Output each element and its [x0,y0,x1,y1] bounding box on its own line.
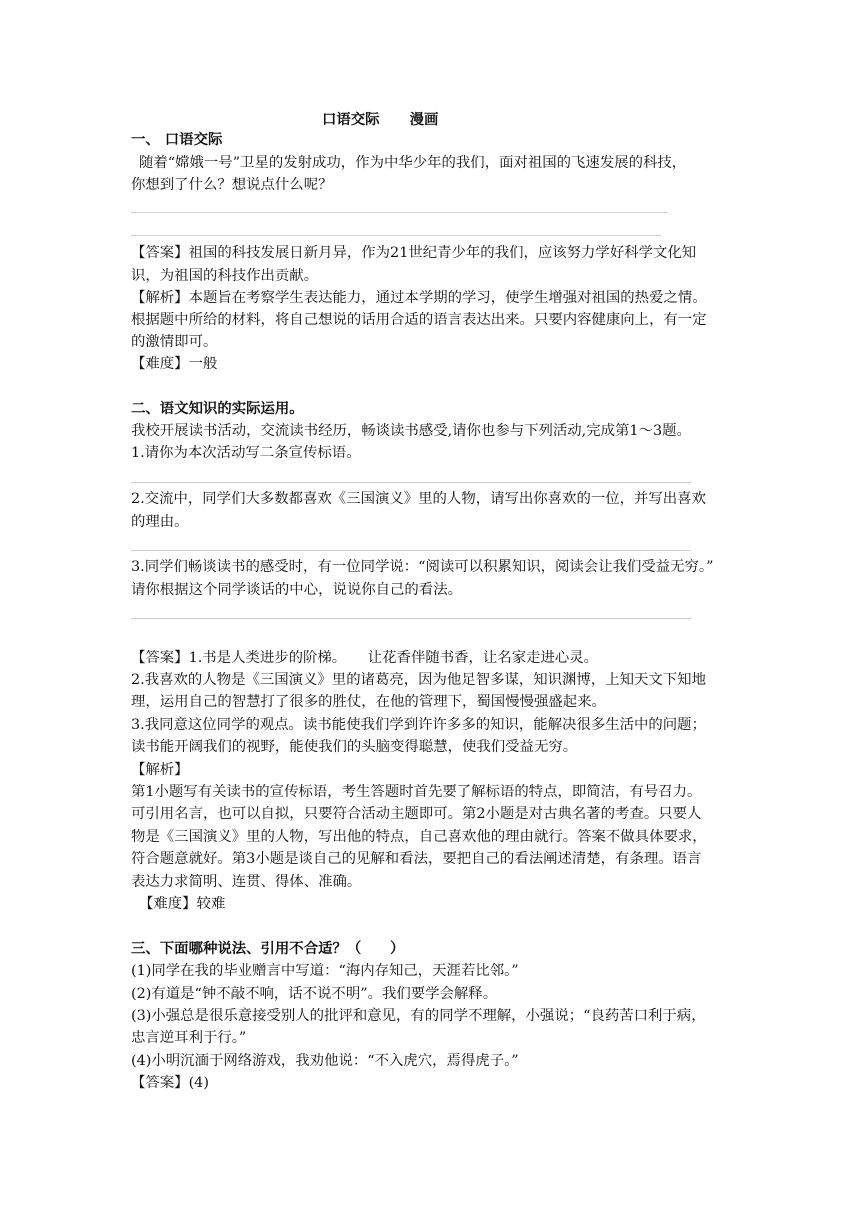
s2-explanation-line-1: 第1小题写有关读书的宣传标语，考生答题时首先要了解标语的特点，即简洁，有号召力。 [131,784,702,800]
answer-line [131,235,661,236]
s2-question-2-line-1: 2.交流中，同学们大多数都喜欢《三国演义》里的人物，请写出你喜欢的一位，并写出喜欢 [131,491,706,507]
s2-explanation-label: 【解析】 [131,762,189,778]
s1-explanation-line-1: 【解析】本题旨在考察学生表达能力，通过本学期的学习，使学生增强对祖国的热爱之情。 [131,290,707,306]
s2-intro: 我校开展读书活动，交流读书经历，畅谈读书感受,请你也参与下列活动,完成第1～3题。 [131,423,691,439]
section-3-heading: 三、下面哪种说法、引用不合适？（ ） [131,941,405,957]
title-part-1: 口语交际 [322,112,380,128]
answer-line [131,550,691,551]
s2-answer-line-4: 3.我同意这位同学的观点。读书能使我们学到许许多多的知识，能解决很多生活中的问题； [131,717,706,733]
s3-option-3-line-1: (3)小强总是很乐意接受别人的批评和意见，有的同学不理解，小强说；“良药苦口利于病， [131,1008,706,1024]
s1-explanation-line-2: 根据题中所给的材料，将自己想说的话用合适的语言表达出来。只要内容健康向上，有一定 [131,312,707,328]
s1-difficulty: 【难度】一般 [131,356,218,372]
s3-option-3-line-2: 忠言逆耳利于行。” [131,1030,247,1046]
s2-answer-line-1: 【答案】1.书是人类进步的阶梯。 让花香伴随书香，让名家走进心灵。 [131,650,599,666]
section-1-heading: 一、 口语交际 [131,132,223,148]
answer-line [131,482,691,483]
s2-question-3-line-2: 请你根据这个同学谈话的中心，说说你自己的看法。 [131,582,462,598]
s1-question-line-2: 你想到了什么？想说点什么呢？ [131,177,333,193]
document-title [322,108,438,129]
s2-answer-line-5: 读书能开阔我们的视野，能使我们的头脑变得聪慧，使我们受益无穷。 [131,739,578,755]
answer-line [131,212,668,213]
s2-question-3-line-1: 3.同学们畅谈读书的感受时，有一位同学说：“阅读可以积累知识，阅读会让我们受益无穷。” [131,559,714,575]
s2-difficulty: 【难度】较难 [139,896,226,912]
s1-question-line-1: 随着“嫦娥一号”卫星的发射成功，作为中华少年的我们，面对祖国的飞速发展的科技， [139,155,687,171]
s2-answer-line-3: 理，运用自己的智慧打了很多的胜仗，在他的管理下，蜀国慢慢强盛起来。 [131,694,606,710]
s2-explanation-line-3: 物是《三国演义》里的人物，写出他的特点，自己喜欢他的理由就行。答案不做具体要求， [131,829,707,845]
s2-question-2-line-2: 的理由。 [131,514,189,530]
s1-answer-line-2: 识，为祖国的科技作出贡献。 [131,268,319,284]
s1-explanation-line-3: 的激情即可。 [131,334,218,350]
s3-option-4: (4)小明沉湎于网络游戏，我劝他说：“不入虎穴，焉得虎子。” [131,1053,519,1069]
answer-line [131,618,691,619]
s3-option-2: (2)有道是“钟不敲不响，话不说不明”。我们要学会解释。 [131,986,498,1002]
s2-answer-line-2: 2.我喜欢的人物是《三国演义》里的诸葛亮，因为他足智多谋，知识渊博，上知天文下知地 [131,672,706,688]
s2-explanation-line-4: 符合题意就好。第3小题是谈自己的见解和看法，要把自己的看法阐述清楚，有条理。语言 [131,851,702,867]
s2-explanation-line-5: 表达力求简明、连贯、得体、准确。 [131,874,362,890]
title-part-2: 漫画 [409,112,439,128]
s3-option-1: (1)同学在我的毕业赠言中写道：“海内存知己，天涯若比邻。” [131,963,519,979]
s1-answer-line-1: 【答案】祖国的科技发展日新月异，作为21世纪青少年的我们，应该努力学好科学文化知 [131,245,697,261]
section-2-heading: 二、语文知识的实际运用。 [131,401,304,417]
s3-answer: 【答案】(4) [131,1075,209,1091]
s2-question-1: 1.请你为本次活动写二条宣传标语。 [131,445,361,461]
s2-explanation-line-2: 可引用名言，也可以自拟，只要符合活动主题即可。第2小题是对古典名著的考查。只要人 [131,806,702,822]
